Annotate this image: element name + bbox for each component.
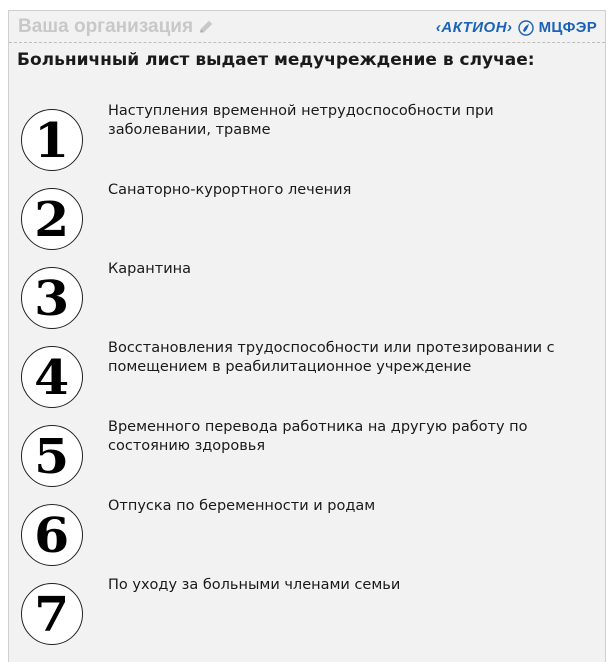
item-text: Отпуска по беременности и родам — [108, 498, 376, 514]
number-label: 6 — [34, 508, 70, 564]
number-badge — [21, 504, 83, 566]
number-badge — [21, 109, 83, 171]
pencil-icon — [197, 18, 215, 36]
item-text: Наступления временной нетрудоспособности при заболевании, травме — [108, 103, 494, 138]
number-badge — [21, 346, 83, 408]
number-badge — [21, 425, 83, 487]
number-badge — [21, 267, 83, 329]
number-badge — [21, 583, 83, 645]
number-label: 7 — [34, 587, 70, 643]
page-title: Больничный лист выдает медучреждение в случае: — [17, 50, 535, 70]
case-list — [9, 99, 605, 652]
list-item — [9, 336, 605, 415]
logo-aktion-text: ‹АКТИОН› — [435, 19, 513, 36]
publisher-logo — [436, 19, 597, 36]
number-label: 3 — [34, 271, 70, 327]
number-label: 2 — [34, 192, 70, 248]
number-label: 5 — [34, 429, 70, 485]
item-text: Временного перевода работника на другую работу по состоянию здоровья — [108, 419, 528, 454]
list-item — [9, 415, 605, 494]
number-label: 4 — [34, 350, 70, 406]
list-item — [9, 178, 605, 257]
number-label: 1 — [34, 113, 70, 169]
list-item — [9, 573, 605, 652]
organization-label[interactable] — [18, 16, 215, 38]
infographic-card — [8, 10, 606, 662]
list-item — [9, 494, 605, 573]
number-badge — [21, 188, 83, 250]
list-item — [9, 257, 605, 336]
header — [9, 11, 605, 43]
logo-emblem-icon — [518, 20, 534, 36]
item-text: Карантина — [108, 261, 191, 277]
organization-name: Ваша организация — [18, 16, 194, 37]
logo-mcfer-text: МЦФЭР — [538, 19, 597, 36]
item-text: Санаторно-курортного лечения — [108, 182, 352, 198]
item-text: Восстановления трудоспособности или протезировании с помещением в реабилитационное учреждение — [108, 340, 555, 375]
list-item — [9, 99, 605, 178]
item-text: По уходу за больными членами семьи — [108, 577, 401, 593]
